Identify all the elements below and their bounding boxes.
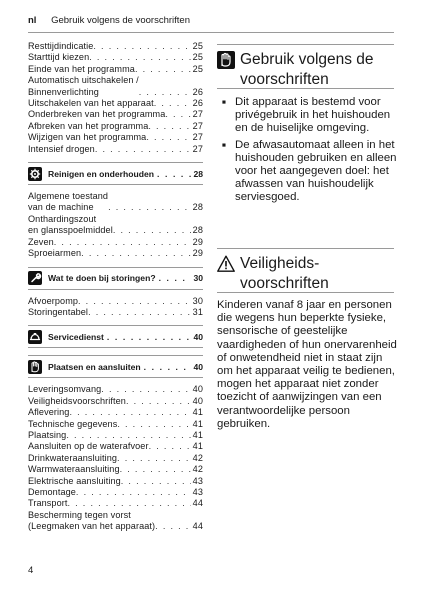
toc-entry[interactable]: Plaatsing . . . 41: [28, 430, 203, 441]
intended-use-list: [222, 96, 400, 208]
section-heading-intended-use: [217, 44, 394, 89]
toc-entry[interactable]: Bescherming tegen vorst (Leegmaken van het apparaat) . . . 44: [28, 510, 203, 533]
toc-entry[interactable]: Zeven . . . 29: [28, 237, 203, 248]
hand-icon: [28, 360, 42, 374]
toc-entry[interactable]: Aansluiten op de waterafvoer . . . 41: [28, 441, 203, 452]
language-code: nl: [28, 15, 37, 26]
list-item: ■ De afwasautomaat alleen in het huishouden gebruiken en alleen voor het aangegeven doel: het afwassen van huishoudelijk serviesgoed.: [222, 139, 400, 205]
list-item: ■ Dit apparaat is bestemd voor privégebruik in het huishouden en de huiselijke omgeving.: [222, 96, 400, 136]
toc-entry[interactable]: Sproeiarmen . . . 29: [28, 248, 203, 259]
section-title: Gebruik volgens de voorschriften: [240, 51, 374, 88]
toc-entry[interactable]: Afvoerpomp . . . 30: [28, 296, 203, 307]
toc-section-page: 40: [193, 331, 203, 342]
toc-entry[interactable]: Resttijdindicatie . . . 25: [28, 41, 203, 52]
toc-entry[interactable]: Aflevering . . . 41: [28, 407, 203, 418]
toc-section-cleaning[interactable]: [28, 162, 203, 185]
toc-section-service[interactable]: [28, 325, 203, 348]
toc-section-installation[interactable]: [28, 355, 203, 378]
toc-section-title: Reinigen en onderhouden: [48, 168, 154, 179]
toc-section-title: Plaatsen en aansluiten: [48, 361, 141, 372]
toc-section-page: 30: [193, 273, 203, 283]
page-header: [28, 15, 408, 31]
toc-entry[interactable]: Wijzigen van het programma . . . 27: [28, 132, 203, 143]
toc-entry[interactable]: Demontage . . . 43: [28, 487, 203, 498]
service-hand-icon: [28, 330, 42, 344]
toc-section-title: Servicedienst: [48, 331, 104, 342]
toc-entry[interactable]: Elektrische aansluiting . . . 43: [28, 476, 203, 487]
section-heading-safety: [217, 248, 394, 293]
toc-section-page: 40: [193, 361, 203, 372]
toc-group-2: [28, 191, 203, 259]
warning-triangle-icon: [217, 255, 235, 273]
toc-section-title: Wat te doen bij storingen?: [48, 273, 156, 283]
hand-icon: [217, 51, 235, 69]
table-of-contents: [28, 41, 203, 533]
toc-section-page: 28: [193, 168, 203, 179]
toc-entry[interactable]: Uitschakelen van het apparaat . . . 26: [28, 98, 203, 109]
toc-entry[interactable]: Technische gegevens . . . 41: [28, 419, 203, 430]
toc-group-4: [28, 384, 203, 532]
toc-group-1: [28, 41, 203, 155]
header-divider: [28, 32, 394, 33]
toc-entry[interactable]: Warmwateraansluiting . . . 42: [28, 464, 203, 475]
section-title: Veiligheids- voorschriften: [240, 255, 329, 292]
toc-entry[interactable]: Leveringsomvang . . . 40: [28, 384, 203, 395]
gear-hand-icon: [28, 167, 42, 181]
toc-entry[interactable]: Storingentabel . . . 31: [28, 307, 203, 318]
toc-group-3: [28, 296, 203, 319]
page-number: 4: [28, 565, 34, 576]
toc-section-troubleshooting[interactable]: [28, 267, 203, 290]
safety-paragraph: Kinderen vanaf 8 jaar en personen die wegens hun beperkte fysieke, sensorische of geestelijke vaardigheden of hun onervarenheid of onwetendheid niet in staat zijn om het apparaat veilig te bedienen, mogen het apparaat niet zonder toezicht of aanwijzingen van een verantwoordelijke persoon gebruiken.: [217, 299, 397, 430]
toc-entry[interactable]: Starttijd kiezen . . . 25: [28, 52, 203, 63]
toc-entry[interactable]: Onderbreken van het programma . . . 27: [28, 109, 203, 120]
toc-entry[interactable]: Algemene toestand van de machine . . . 28: [28, 191, 203, 214]
toc-entry[interactable]: Automatisch uitschakelen / Binnenverlichting . . . 26: [28, 75, 203, 98]
toc-entry[interactable]: Afbreken van het programma . . . 27: [28, 121, 203, 132]
toc-entry[interactable]: Einde van het programma . . . 25: [28, 64, 203, 75]
toc-entry[interactable]: Onthardingszout en glansspoelmiddel . . . 28: [28, 214, 203, 237]
toc-entry[interactable]: Veiligheidsvoorschriften . . . 40: [28, 396, 203, 407]
toc-entry[interactable]: Intensief drogen . . . 27: [28, 144, 203, 155]
wrench-hand-icon: [28, 271, 42, 285]
toc-entry[interactable]: Drinkwateraansluiting . . . 42: [28, 453, 203, 464]
header-title: Gebruik volgens de voorschriften: [51, 15, 190, 26]
toc-entry[interactable]: Transport . . . 44: [28, 498, 203, 509]
